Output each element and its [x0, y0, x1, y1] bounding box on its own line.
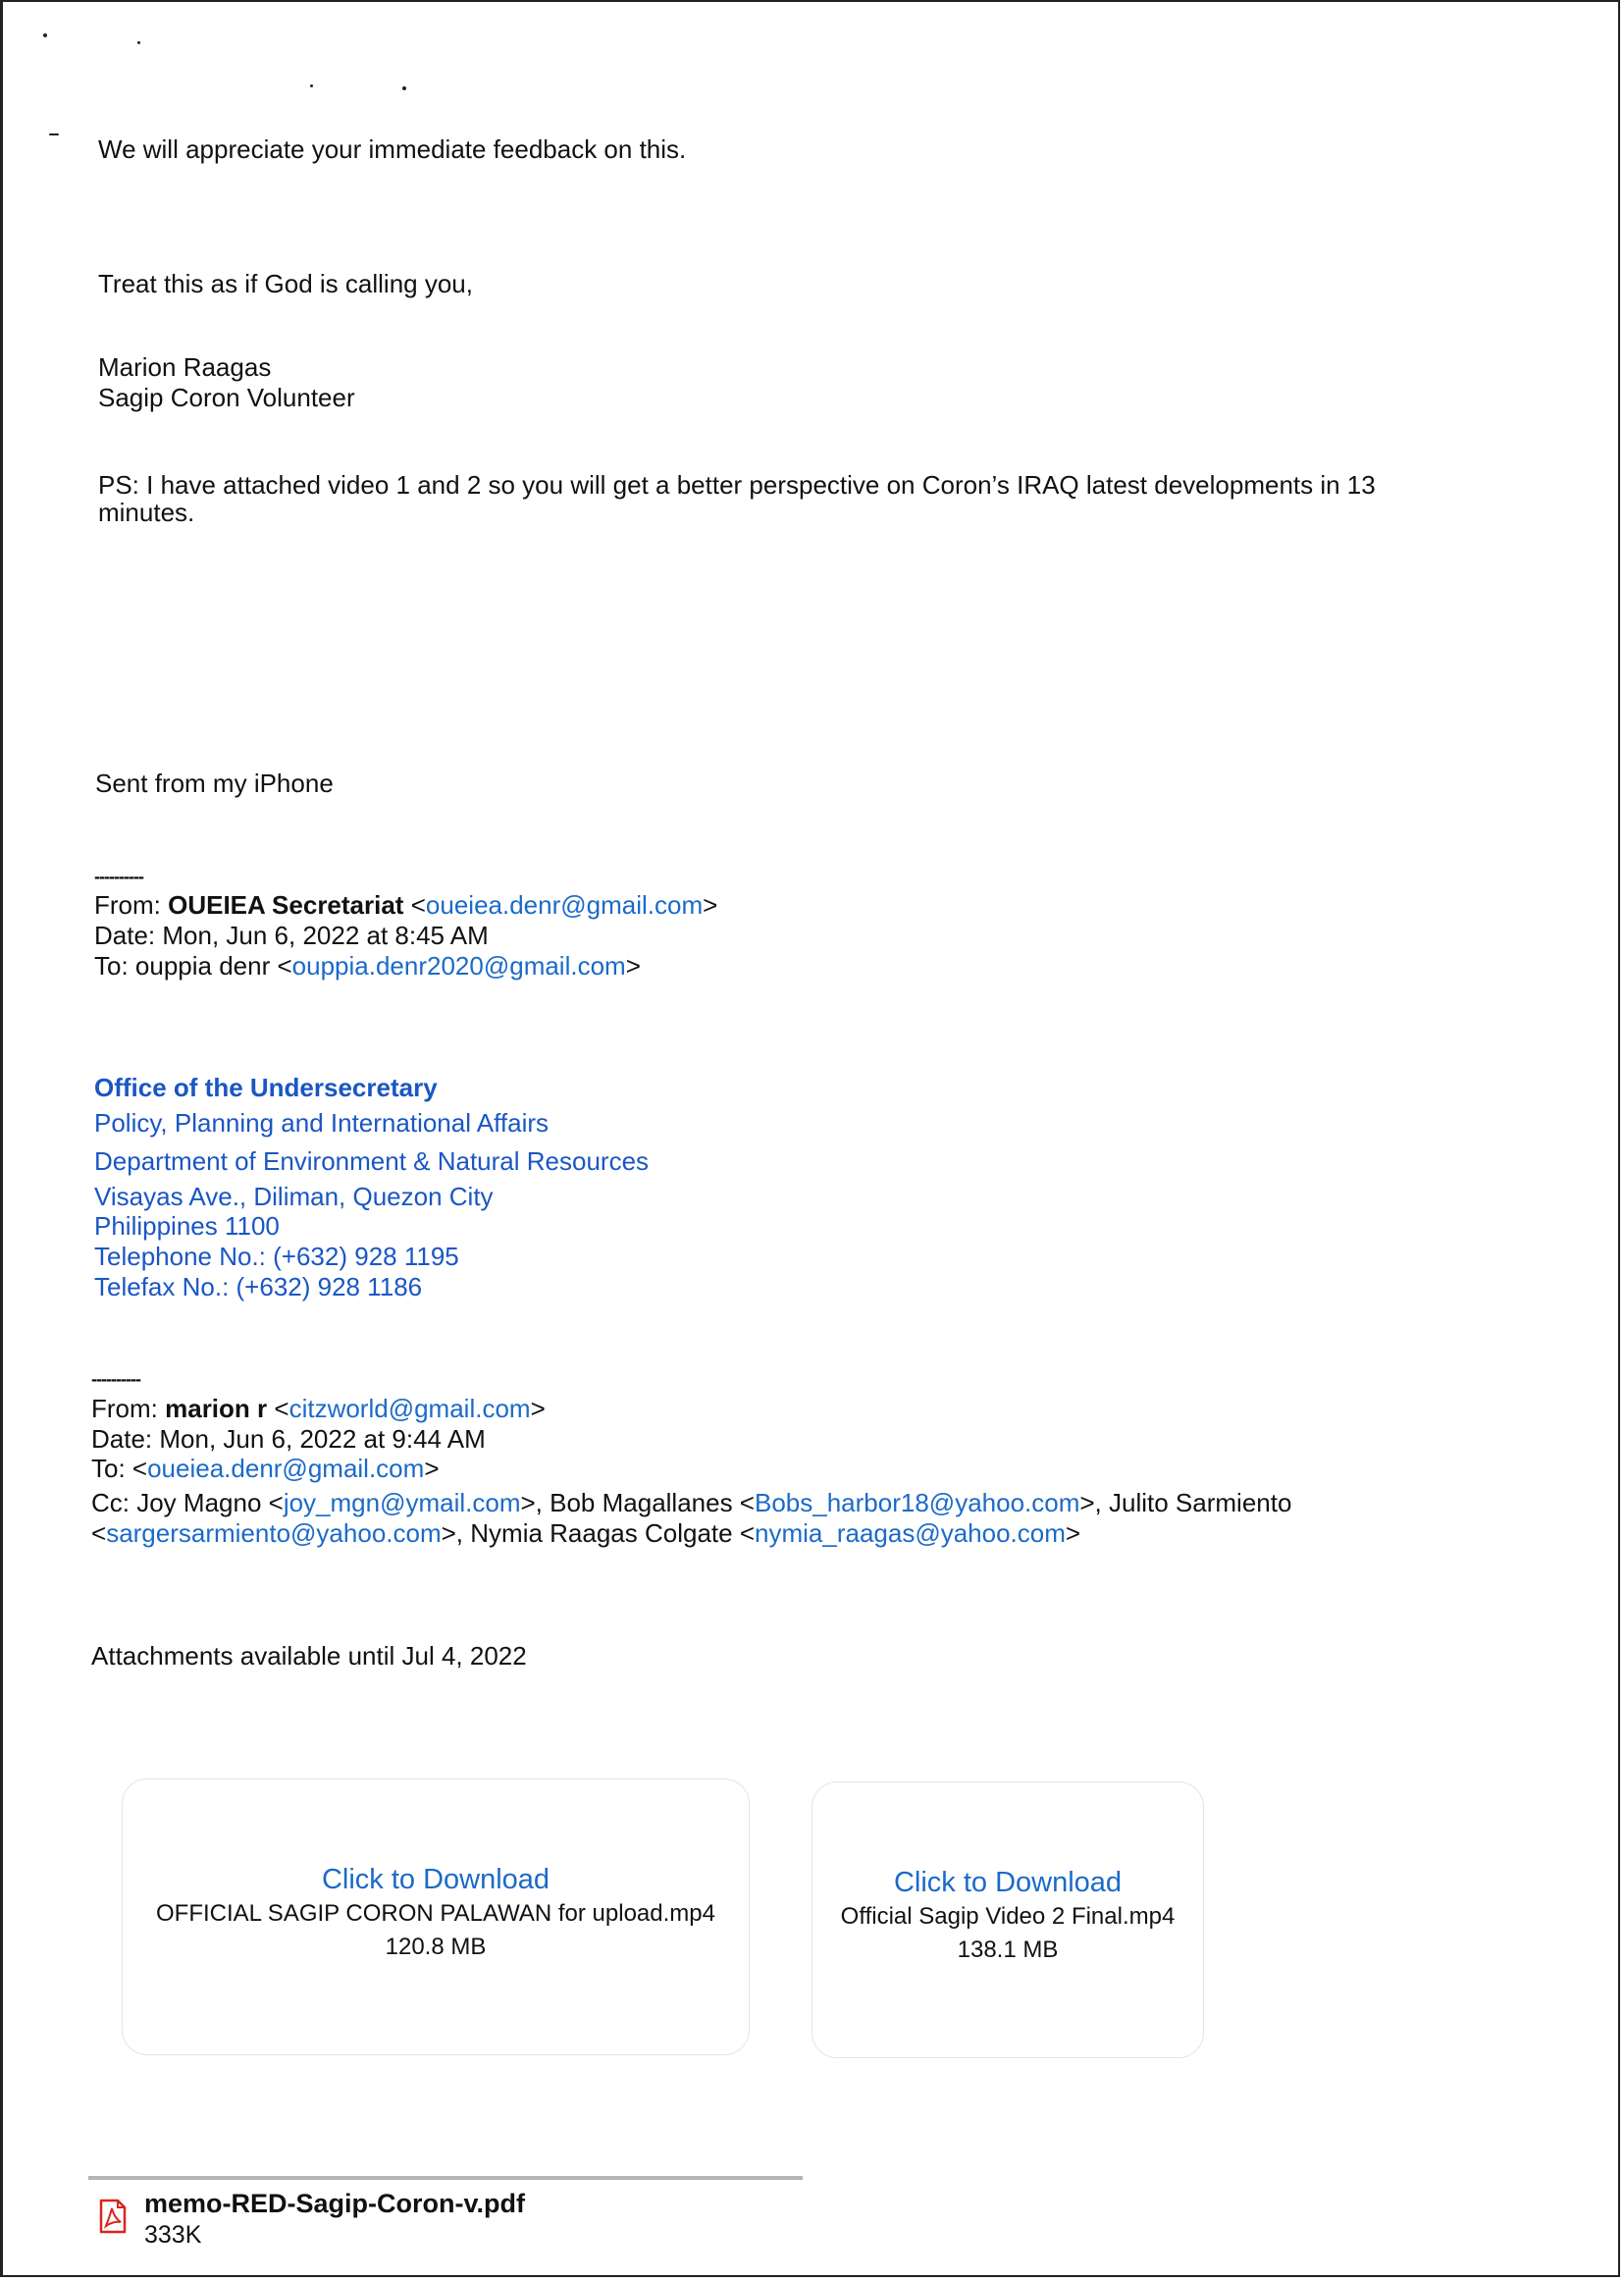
- cc-open: <: [91, 1518, 107, 1548]
- signature-name: Marion Raagas: [98, 352, 272, 382]
- attachment-filename[interactable]: memo-RED-Sagip-Coron-v.pdf: [144, 2189, 525, 2218]
- signature-role: Sagip Coron Volunteer: [98, 383, 355, 412]
- office-telefax: Telefax No.: (+632) 928 1186: [94, 1272, 423, 1301]
- fwd1-to-email-link[interactable]: ouppia.denr2020@gmail.com: [291, 951, 626, 981]
- click-to-download-link[interactable]: Click to Download: [321, 1864, 550, 1895]
- download-file-size: 120.8 MB: [385, 1934, 487, 1960]
- office-line-2: Department of Environment & Natural Resources: [94, 1146, 650, 1176]
- office-country: Philippines 1100: [94, 1211, 280, 1241]
- cc-separator: >, Julito Sarmiento: [1079, 1488, 1292, 1517]
- office-title: Office of the Undersecretary: [94, 1073, 438, 1102]
- fwd1-from-close: >: [703, 890, 718, 920]
- cc-email-link-bob[interactable]: Bobs_harbor18@yahoo.com: [755, 1488, 1080, 1517]
- ps-line-2: minutes.: [98, 498, 195, 527]
- fwd2-from-label: From:: [91, 1394, 166, 1423]
- scan-speck: [49, 133, 59, 135]
- fwd2-date-line: Date: Mon, Jun 6, 2022 at 9:44 AM: [91, 1424, 486, 1454]
- download-card[interactable]: [122, 1778, 750, 2055]
- pdf-file-icon[interactable]: [98, 2199, 128, 2234]
- download-file-size: 138.1 MB: [957, 1936, 1059, 1963]
- download-card[interactable]: [812, 1781, 1204, 2058]
- fwd2-to-line: [91, 1454, 440, 1484]
- body-line-feedback: We will appreciate your immediate feedback on this.: [98, 134, 687, 164]
- cc-separator: >, Bob Magallanes <: [520, 1488, 755, 1517]
- cc-separator: >, Nymia Raagas Colgate <: [441, 1518, 756, 1548]
- forward-separator: ----------: [91, 1369, 140, 1389]
- fwd2-from-close: >: [530, 1394, 546, 1423]
- fwd1-from-open: <: [403, 890, 426, 920]
- sent-from-line: Sent from my iPhone: [95, 769, 334, 798]
- fwd2-from-open: <: [267, 1394, 289, 1423]
- cc-close: >: [1065, 1518, 1081, 1548]
- office-telephone: Telephone No.: (+632) 928 1195: [94, 1242, 459, 1271]
- scan-speck: [402, 86, 406, 90]
- scan-speck: [310, 84, 313, 87]
- fwd1-to-label: To: ouppia denr <: [94, 951, 292, 981]
- fwd2-to-close: >: [424, 1454, 440, 1483]
- office-line-1: Policy, Planning and International Affairs: [94, 1108, 549, 1138]
- cc-email-link-joy[interactable]: joy_mgn@ymail.com: [283, 1488, 521, 1517]
- fwd1-date-line: Date: Mon, Jun 6, 2022 at 8:45 AM: [94, 921, 489, 950]
- download-filename: OFFICIAL SAGIP CORON PALAWAN for upload.mp4: [156, 1900, 715, 1927]
- attachment-divider: [88, 2176, 803, 2180]
- cc-email-link-julito[interactable]: sargersarmiento@yahoo.com: [106, 1518, 442, 1548]
- cc-label: Cc: Joy Magno <: [91, 1488, 284, 1517]
- fwd1-from-line: [94, 890, 717, 921]
- office-address: Visayas Ave., Diliman, Quezon City: [94, 1182, 494, 1211]
- fwd1-to-line: [94, 951, 641, 981]
- scan-speck: [43, 33, 47, 37]
- fwd1-from-email-link[interactable]: oueiea.denr@gmail.com: [425, 890, 704, 920]
- cc-email-link-nymia[interactable]: nymia_raagas@yahoo.com: [755, 1518, 1066, 1548]
- download-filename: Official Sagip Video 2 Final.mp4: [840, 1903, 1176, 1930]
- fwd1-from-label: From:: [94, 890, 169, 920]
- fwd2-from-line: [91, 1394, 546, 1424]
- fwd2-from-name: marion r: [165, 1394, 268, 1423]
- fwd2-cc-line-1: [91, 1488, 1291, 1518]
- fwd1-from-name: OUEIEA Secretariat: [168, 890, 404, 920]
- fwd2-to-email-link[interactable]: oueiea.denr@gmail.com: [147, 1454, 425, 1483]
- attachment-size: 333K: [144, 2221, 202, 2249]
- click-to-download-link[interactable]: Click to Download: [893, 1867, 1123, 1898]
- fwd1-to-close: >: [625, 951, 641, 981]
- fwd2-cc-line-2: [91, 1518, 1080, 1549]
- scan-speck: [137, 41, 140, 44]
- attachments-availability-notice: Attachments available until Jul 4, 2022: [91, 1641, 527, 1671]
- forward-separator: ----------: [94, 867, 143, 886]
- fwd2-to-label: To: <: [91, 1454, 148, 1483]
- ps-line-1: PS: I have attached video 1 and 2 so you will get a better perspective on Coron’s IRAQ latest developments in 13: [98, 470, 1376, 500]
- fwd2-from-email-link[interactable]: citzworld@gmail.com: [288, 1394, 531, 1423]
- body-line-treat: Treat this as if God is calling you,: [98, 269, 473, 298]
